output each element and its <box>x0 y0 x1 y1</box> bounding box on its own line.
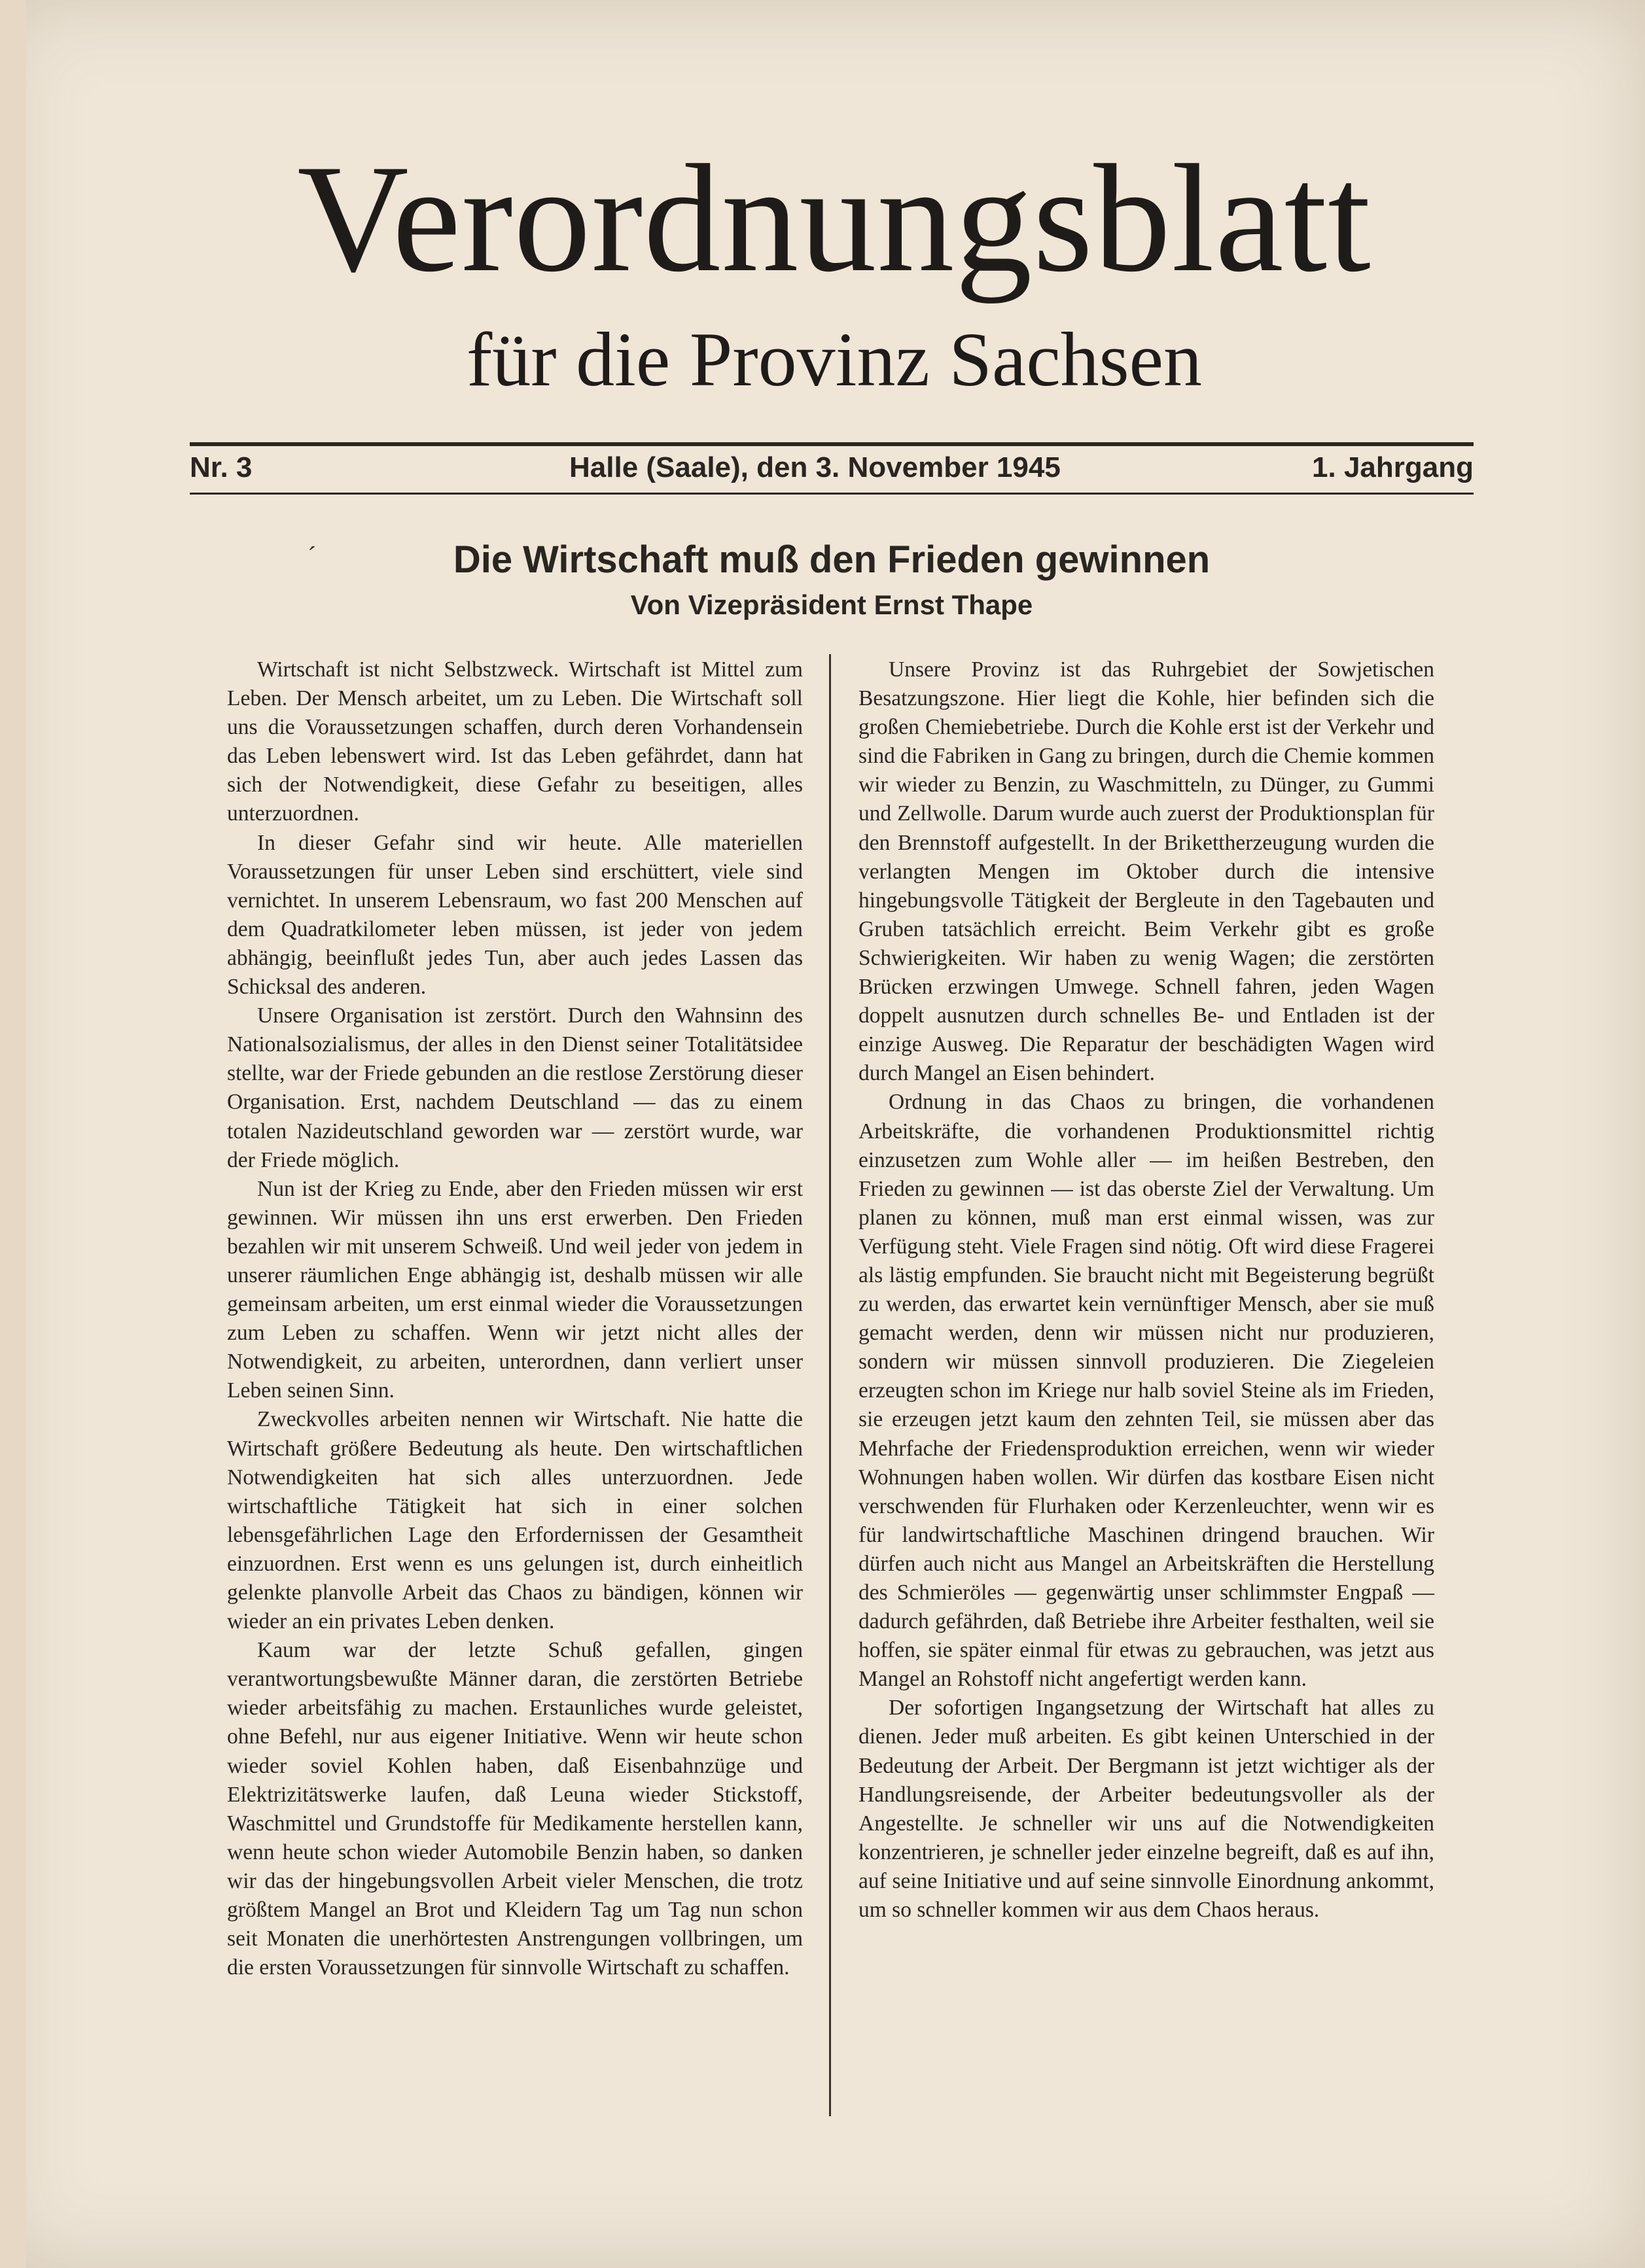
paragraph: Unsere Provinz ist das Ruhrgebiet der Sowjetischen Besatzungszone. Hier liegt die Kohle, hier befinden sich die großen Chemiebetriebe. Durch die Kohle erst ist der Verkehr und sind die Fabriken in Gang zu bringen, durch die Chemie kommen wir wieder zu Benzin, zu Waschmitteln, zu Dünger, zu Gummi und Zellwolle. Darum wurde auch zuerst der Produktionsplan für den Brennstoff aufgestellt. In der Brikettherzeugung wurden die verlangten Mengen im Oktober durch die intensive hingebungsvolle Tätigkeit der Bergleute in den Tagebauten und Gruben tatsächlich erreicht. Beim Verkehr gibt es große Schwierigkeiten. Wir haben zu wenig Wagen; die zerstörten Brücken erzwingen Umwege. Schnell fahren, jeden Wagen doppelt ausnutzen durch schnelles Be- und Entladen ist der einzige Ausweg. Die Reparatur der beschädigten Wagen wird durch Mangel an Eisen behindert. <box>858 657 1434 1086</box>
masthead-subtitle: für die Provinz Sachsen <box>467 317 1202 402</box>
paragraph: Wirtschaft ist nicht Selbstzweck. Wirtschaft ist Mittel zum Leben. Der Mensch arbeitet, um zu Leben. Die Wirtschaft soll uns die Voraussetzungen schaffen, durch deren Vorhandensein das Leben lebenswert wird. Ist das Leben gefährdet, dann hat sich der Notwendigkeit, diese Gefahr zu beseitigen, alles unterzuordnen. <box>227 657 803 826</box>
top-rule <box>190 442 1474 446</box>
issue-line <box>190 451 1474 489</box>
article-byline: Von Vizepräsident Ernst Thape <box>630 589 1033 620</box>
paragraph: In dieser Gefahr sind wir heute. Alle materiellen Voraussetzungen für unser Leben sind erschüttert, viele sind vernichtet. In unserem Lebensraum, wo fast 200 Menschen auf dem Quadratkilometer leben müssen, ist jeder von jedem abhängig, beeinflußt jedes Tun, aber auch jedes Lassen das Schicksal des anderen. <box>227 830 803 1000</box>
right-column <box>858 655 1434 1925</box>
article-header <box>190 535 1474 625</box>
paragraph: Nun ist der Krieg zu Ende, aber den Frieden müssen wir erst gewinnen. Wir müssen ihn uns erst erwerben. Den Frieden bezahlen wir mit unserem Schweiß. Und weil jeder von jedem in unserer räumlichen Enge abhängig ist, deshalb müssen wir alle gemeinsam arbeiten, um erst einmal wieder die Voraussetzungen zum Leben zu schaffen. Wenn wir jetzt nicht alles der Notwendigkeit, zu arbeiten, unterordnen, dann verliert unser Leben seinen Sinn. <box>227 1176 803 1403</box>
paragraph: Der sofortigen Ingangsetzung der Wirtschaft hat alles zu dienen. Jeder muß arbeiten. Es gibt keinen Unterschied in der Bedeutung der Arbeit. Der Bergmann ist jetzt wichtiger als der Handlungsreisende, der Arbeiter bedeutungsvoller als der Angestellte. Je schneller wir uns auf die Notwendigkeiten konzentrieren, je schneller jeder einzelne begreift, daß es auf ihn, auf seine Initiative und auf seine sinnvolle Einordnung ankommt, um so schneller kommen wir aus dem Chaos heraus. <box>858 1696 1434 1923</box>
issue-place-date: Halle (Saale), den 3. November 1945 <box>569 451 1061 483</box>
paragraph: Ordnung in das Chaos zu bringen, die vorhandenen Arbeitskräfte, die vorhandenen Produktionsmittel richtig einzusetzen zum Wohle aller — im heißen Bestreben, den Frieden zu gewinnen — ist das oberste Ziel der Verwaltung. Um planen zu können, muß man erst einmal wissen, was zur Verfügung steht. Viele Fragen sind nötig. Oft wird diese Fragerei als lästig empfunden. Sie braucht nicht mit Begeisterung begrüßt zu werden, das erwartet kein vernünftiger Mensch, aber sie muß gemacht werden, denn wir müssen nicht nur produzieren, sondern wir müssen sinnvoll produzieren. Die Ziegeleien erzeugten schon im Kriege nur halb soviel Steine als im Frieden, sie erzeugen jetzt kaum den zehnten Teil, sie müssen aber das Mehrfache der Friedensproduktion erreichen, wenn wir wieder Wohnungen haben wollen. Wir dürfen das kostbare Eisen nicht verschwenden für Flurhaken oder Kerzenleuchter, wenn wir es für landwirtschaftliche Maschinen dringend brauchen. Wir dürfen auch nicht aus Mangel an Arbeitskräften die Herstellung des Schmieröles — gegenwärtig unser schlimmster Engpaß — dadurch gefährden, daß Betriebe ihre Arbeiter festhalten, weil sie hoffen, sie später einmal für etwas zu gebrauchen, was jetzt aus Mangel an Rohstoff nicht angefertigt werden kann. <box>858 1090 1434 1692</box>
ink-mark: ´ <box>308 541 317 570</box>
column-divider <box>829 654 831 2116</box>
left-column <box>227 655 803 1982</box>
bottom-rule <box>190 493 1474 495</box>
article-title: Die Wirtschaft muß den Frieden gewinnen <box>453 538 1211 581</box>
masthead-title: Verordnungsblatt <box>297 133 1371 304</box>
paragraph: Unsere Organisation ist zerstört. Durch den Wahnsinn des Nationalsozialismus, der alles in den Dienst seiner Totalitätsidee stellte, war der Friede gebunden an die restlose Zerstörung dieser Organisation. Erst, nachdem Deutschland — das zu einem totalen Nazideutschland geworden war — zerstört wurde, war der Friede möglich. <box>227 1003 803 1172</box>
paragraph: Kaum war der letzte Schuß gefallen, gingen verantwortungsbewußte Männer daran, die zerstörten Betriebe wieder arbeitsfähig zu machen. Erstaunliches wurde geleistet, ohne Befehl, nur aus eigener Initiative. Wenn wir heute schon wieder soviel Kohlen haben, daß Eisenbahnzüge und Elektrizitätswerke laufen, daß Leuna wieder Stickstoff, Waschmittel und Grundstoffe für Medikamente herstellen kann, wenn heute schon wieder Automobile Benzin haben, so danken wir das der hingebungsvollen Arbeit vieler Menschen, die trotz größtem Mangel an Brot und Kleidern Tag um Tag nun schon seit Monaten die unerhörtesten Anstrengungen vollbringen, um die ersten Voraussetzungen für sinnvolle Wirtschaft zu schaffen. <box>227 1638 803 1980</box>
masthead <box>190 124 1479 406</box>
issue-volume: 1. Jahrgang <box>1312 451 1474 483</box>
paragraph: Zweckvolles arbeiten nennen wir Wirtschaft. Nie hatte die Wirtschaft größere Bedeutung als heute. Den wirtschaftlichen Notwendigkeiten hat sich alles unterzuordnen. Jede wirtschaftliche Tätigkeit hat sich in einer solchen lebensgefährlichen Lage den Erfordernissen der Gesamtheit einzuordnen. Erst wenn es uns gelungen ist, durch einheitlich gelenkte planvolle Arbeit das Chaos zu bändigen, können wir wieder an ein privates Leben denken. <box>227 1407 803 1634</box>
page-edge <box>0 0 26 2268</box>
issue-number: Nr. 3 <box>190 451 253 483</box>
